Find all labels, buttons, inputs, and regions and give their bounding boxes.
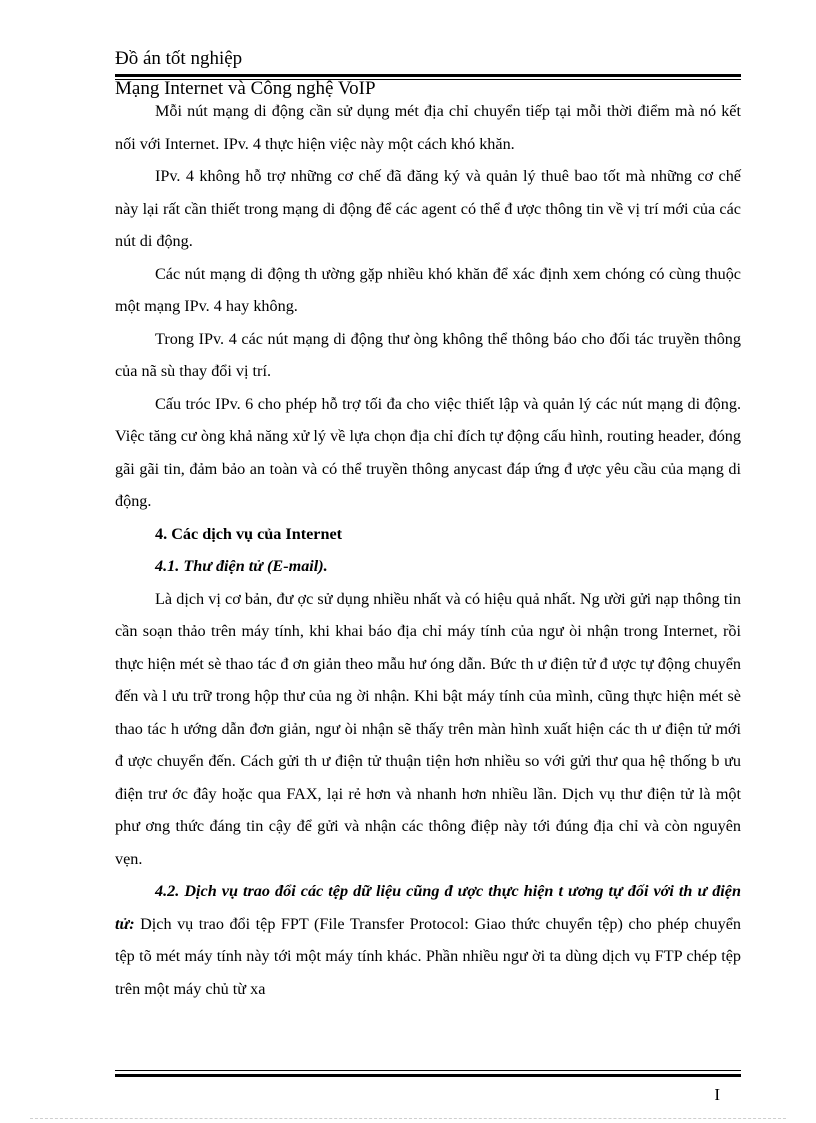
paragraph: Cấu tróc IPv. 6 cho phép hỗ trợ tối đa cho việc thiết lập và quản lý các nút mạng di động. Việc tăng cư òng khả năng xử lý về lựa chọn địa chỉ đích tự động cấu hình, routing header, đóng gãi gãi tin, đảm bảo an toàn và có thể truyền thông anycast đáp ứng đ ược yêu cầu của mạng di động. bbox=[115, 394, 741, 510]
page-break-line bbox=[30, 1118, 786, 1119]
paragraph: IPv. 4 không hỗ trợ những cơ chế đã đăng ký và quản lý thuê bao tốt mà những cơ chế này lại rất cần thiết trong mạng di động để các agent có thể đ ược thông tin về vị trí mới của các nút di động. bbox=[115, 167, 741, 250]
subsection-heading-inline: 4.2. Dịch vụ trao đổi các tệp dữ liệu cũng đ ược thực hiện t ương tự đối với th ư điện tử: bbox=[115, 882, 741, 933]
header-title-line2: Mạng Internet và Công nghệ VoIP bbox=[115, 78, 376, 99]
paragraph: Các nút mạng di động th ường gặp nhiều khó khăn để xác định xem chóng có cùng thuộc một mạng IPv. 4 hay không. bbox=[115, 264, 741, 315]
paragraph-text: Dịch vụ trao đổi tệp FPT (File Transfer Protocol: Giao thức chuyển tệp) cho phép chuyển tệp tõ mét máy tính này tới một máy tính khác. Phần nhiều ngư ời ta dùng dịch vụ FTP chép tệp trên một máy chủ từ xa bbox=[115, 914, 741, 998]
section-heading: 4. Các dịch vụ của Internet bbox=[155, 524, 343, 543]
paragraph: Là dịch vị cơ bản, đư ợc sử dụng nhiều nhất và có hiệu quả nhất. Ng ười gửi nạp thông tin cần soạn thảo trên máy tính, khi khai báo địa chỉ máy tính của ngư òi nhận trong Internet, rồi thực hiện mét sè thao tác đ ơn giản theo mẫu hư óng dẫn. Bức th ư điện tử đ ược tự động chuyển đến và l ưu trữ trong hộp thư của ng ời nhận. Khi bật máy tính của mình, cũng thực hiện mét sè thao tác h ướng dẫn đơn giản, ngư òi nhận sẽ thấy trên màn hình xuất hiện các th ư điện tử mới đ ược chuyển đến. Cách gửi th ư điện tử thuận tiện hơn nhiều so với gửi thư qua hệ thống b ưu điện trư ớc đây hoặc qua FAX, lại rẻ hơn và nhanh hơn nhiều lần. Dịch vụ thư điện tử là một phư ơng thức đáng tin cậy để gửi và nhận các thông điệp này tới đúng địa chỉ và còn nguyên vẹn. bbox=[115, 589, 741, 868]
footer-rule-thick bbox=[115, 1074, 741, 1077]
paragraph: Mỗi nút mạng di động cần sử dụng mét địa chỉ chuyển tiếp tại mỗi thời điểm mà nó kết nối với Internet. IPv. 4 thực hiện việc này một cách khó khăn. bbox=[115, 102, 741, 153]
footer-rule-thin bbox=[115, 1070, 741, 1071]
header-rule-thick bbox=[115, 74, 741, 77]
paragraph bbox=[115, 875, 741, 1005]
page-number: I bbox=[714, 1085, 720, 1104]
header-title-line1: Đồ án tốt nghiệp bbox=[115, 48, 243, 69]
subsection-heading: 4.1. Thư điện tử (E-mail). bbox=[155, 557, 328, 575]
document-body bbox=[115, 95, 741, 1005]
paragraph: Trong IPv. 4 các nút mạng di động thư òng không thể thông báo cho đối tác truyền thông của nã sù thay đổi vị trí. bbox=[115, 329, 741, 380]
